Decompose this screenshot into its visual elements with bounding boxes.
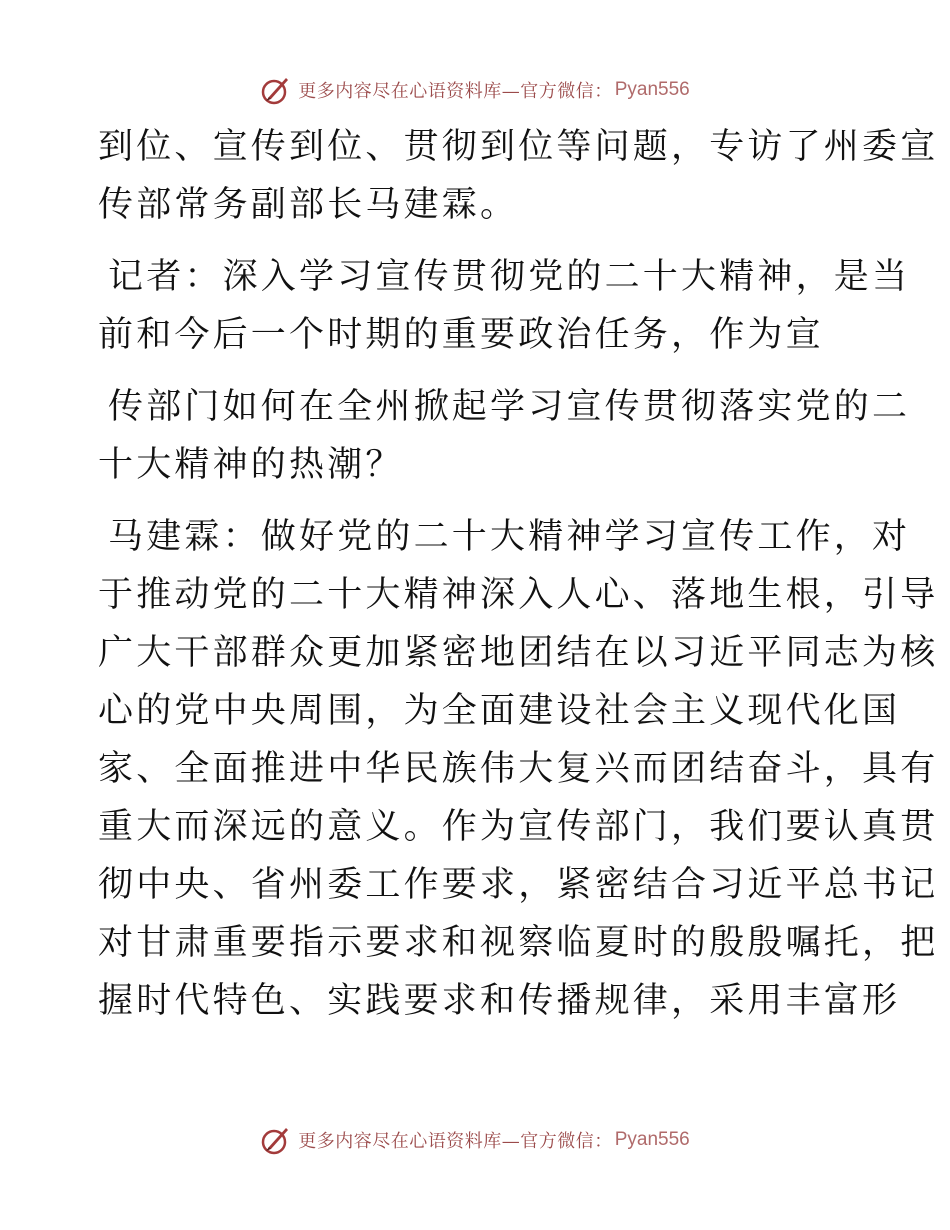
watermark-wechat-id: Pyan556 — [614, 1129, 690, 1150]
body-line: 十大精神的热潮？ — [98, 445, 404, 485]
body-line: 到位、宣传到位、贯彻到位等问题，专访了州委宣 — [98, 127, 939, 167]
watermark-text: 更多内容尽在心语资料库—官方微信： — [298, 1131, 613, 1152]
document-body — [98, 118, 939, 1030]
body-line: 家、全面推进中华民族伟大复兴而团结奋斗，具有 — [98, 749, 939, 789]
interviewee-answer-line: 马建霖：做好党的二十大精神学习宣传工作，对 — [108, 517, 911, 557]
footer-watermark — [0, 1120, 950, 1160]
body-line: 传部常务副部长马建霖。 — [98, 185, 519, 225]
header-watermark — [0, 70, 950, 110]
body-line: 于推动党的二十大精神深入人心、落地生根，引导 — [98, 575, 939, 615]
body-line: 心的党中央周围，为全面建设社会主义现代化国 — [98, 691, 901, 731]
reporter-question-line: 记者：深入学习宣传贯彻党的二十大精神，是当 — [108, 257, 911, 297]
quill-pen-logo-icon — [260, 1124, 292, 1156]
body-line: 重大而深远的意义。作为宣传部门，我们要认真贯 — [98, 807, 939, 847]
body-line: 彻中央、省州委工作要求，紧密结合习近平总书记 — [98, 865, 939, 905]
quill-pen-logo-icon — [260, 74, 292, 106]
watermark-wechat-id: Pyan556 — [614, 79, 690, 100]
body-line: 传部门如何在全州掀起学习宣传贯彻落实党的二 — [108, 387, 911, 427]
body-line: 握时代特色、实践要求和传播规律，采用丰富形 — [98, 981, 901, 1021]
body-line: 对甘肃重要指示要求和视察临夏时的殷殷嘱托，把 — [98, 923, 939, 963]
body-line: 广大干部群众更加紧密地团结在以习近平同志为核 — [98, 633, 939, 673]
watermark-text: 更多内容尽在心语资料库—官方微信： — [298, 81, 613, 102]
body-line: 前和今后一个时期的重要政治任务，作为宣 — [98, 315, 824, 355]
